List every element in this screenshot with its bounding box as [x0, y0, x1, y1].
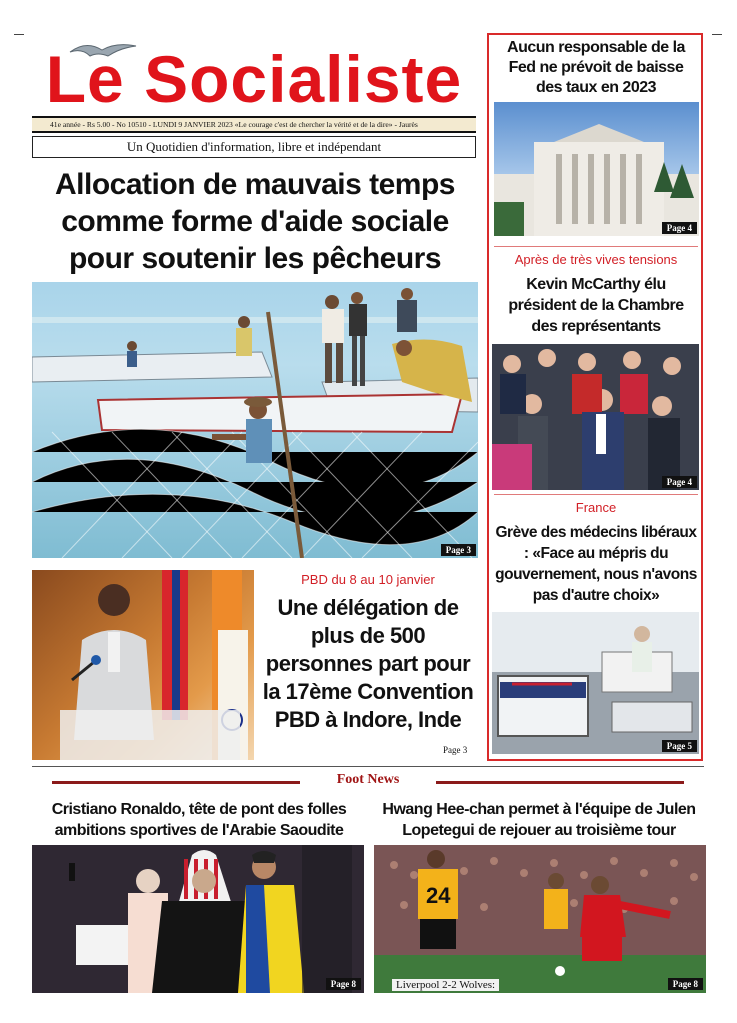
issue-info-band: 41e année - Rs 5.00 - No 10510 - LUNDI 9 JANVIER 2023 «Le courage c'est de chercher la vérité et de la dire» - Jaurès — [32, 118, 476, 133]
sidebar-headline-fed[interactable]: Aucun responsable de la Fed ne prévoit de baisse des taux en 2023 — [507, 39, 685, 96]
sidebar-kicker-mccarthy: Après de très vives tensions — [514, 252, 678, 267]
crowd-illustration — [492, 344, 699, 490]
congress-photo — [492, 344, 699, 490]
corner-mark-right — [712, 34, 722, 35]
page-tag: Page 8 — [668, 978, 703, 990]
foot-news-title: Foot News — [336, 772, 400, 787]
pbd-kicker: PBD du 8 au 10 janvier — [301, 572, 435, 587]
sidebar-divider-1 — [494, 246, 698, 247]
liverpool-wolves-photo — [374, 845, 706, 993]
fishing-scene-illustration — [32, 282, 478, 558]
ronaldo-photo — [32, 845, 364, 993]
sidebar-headline-medecins[interactable]: Grève des médecins libéraux : «Face au mépris du gouvernement, nous n'avons pas d'autre choix» — [495, 524, 697, 604]
ronaldo-scene-illustration — [32, 845, 364, 993]
fed-building-photo — [494, 102, 699, 236]
building-illustration — [494, 102, 699, 236]
foot-news-rule-right — [436, 781, 684, 784]
podium-scene-illustration — [32, 570, 254, 760]
match-scene-illustration — [374, 845, 706, 993]
foot-news-rule-left — [52, 781, 300, 784]
sidebar-headline-mccarthy[interactable]: Kevin McCarthy élu président de la Chambre des représentants — [508, 276, 684, 335]
page-tag: Page 3 — [441, 544, 476, 556]
corner-mark-left — [14, 34, 24, 35]
match-caption: Liverpool 2-2 Wolves: — [392, 979, 499, 991]
newspaper-title: Le Socialiste — [45, 42, 463, 116]
pbd-headline[interactable]: Une délégation de plus de 500 personnes part pour la 17ème Convention PBD à Indore, Inde — [262, 595, 474, 732]
page-tag: Page 4 — [662, 476, 697, 488]
speaker-photo — [32, 570, 254, 760]
page-tag: Page 4 — [662, 222, 697, 234]
sidebar-kicker-france: France — [575, 500, 617, 515]
sidebar-divider-2 — [494, 494, 698, 495]
jersey-number: 24 — [426, 883, 451, 908]
main-headline[interactable]: Allocation de mauvais temps comme forme d'aide sociale pour soutenir les pêcheurs — [55, 168, 455, 275]
masthead — [30, 38, 478, 160]
pbd-page-ref: Page 3 — [443, 745, 468, 755]
hwang-headline[interactable]: Hwang Hee-chan permet à l'équipe de Julen Lopetegui de rejouer au troisième tour — [382, 801, 696, 839]
fishermen-photo — [32, 282, 478, 558]
ronaldo-headline[interactable]: Cristiano Ronaldo, tête de pont des folles ambitions sportives de l'Arabie Saoudite — [51, 801, 347, 839]
page-tag: Page 5 — [662, 740, 697, 752]
section-rule — [32, 766, 704, 767]
tagline-box: Un Quotidien d'information, libre et indépendant — [32, 136, 476, 158]
hospital-photo — [492, 612, 699, 754]
page-tag: Page 8 — [326, 978, 361, 990]
hospital-illustration — [492, 612, 699, 754]
